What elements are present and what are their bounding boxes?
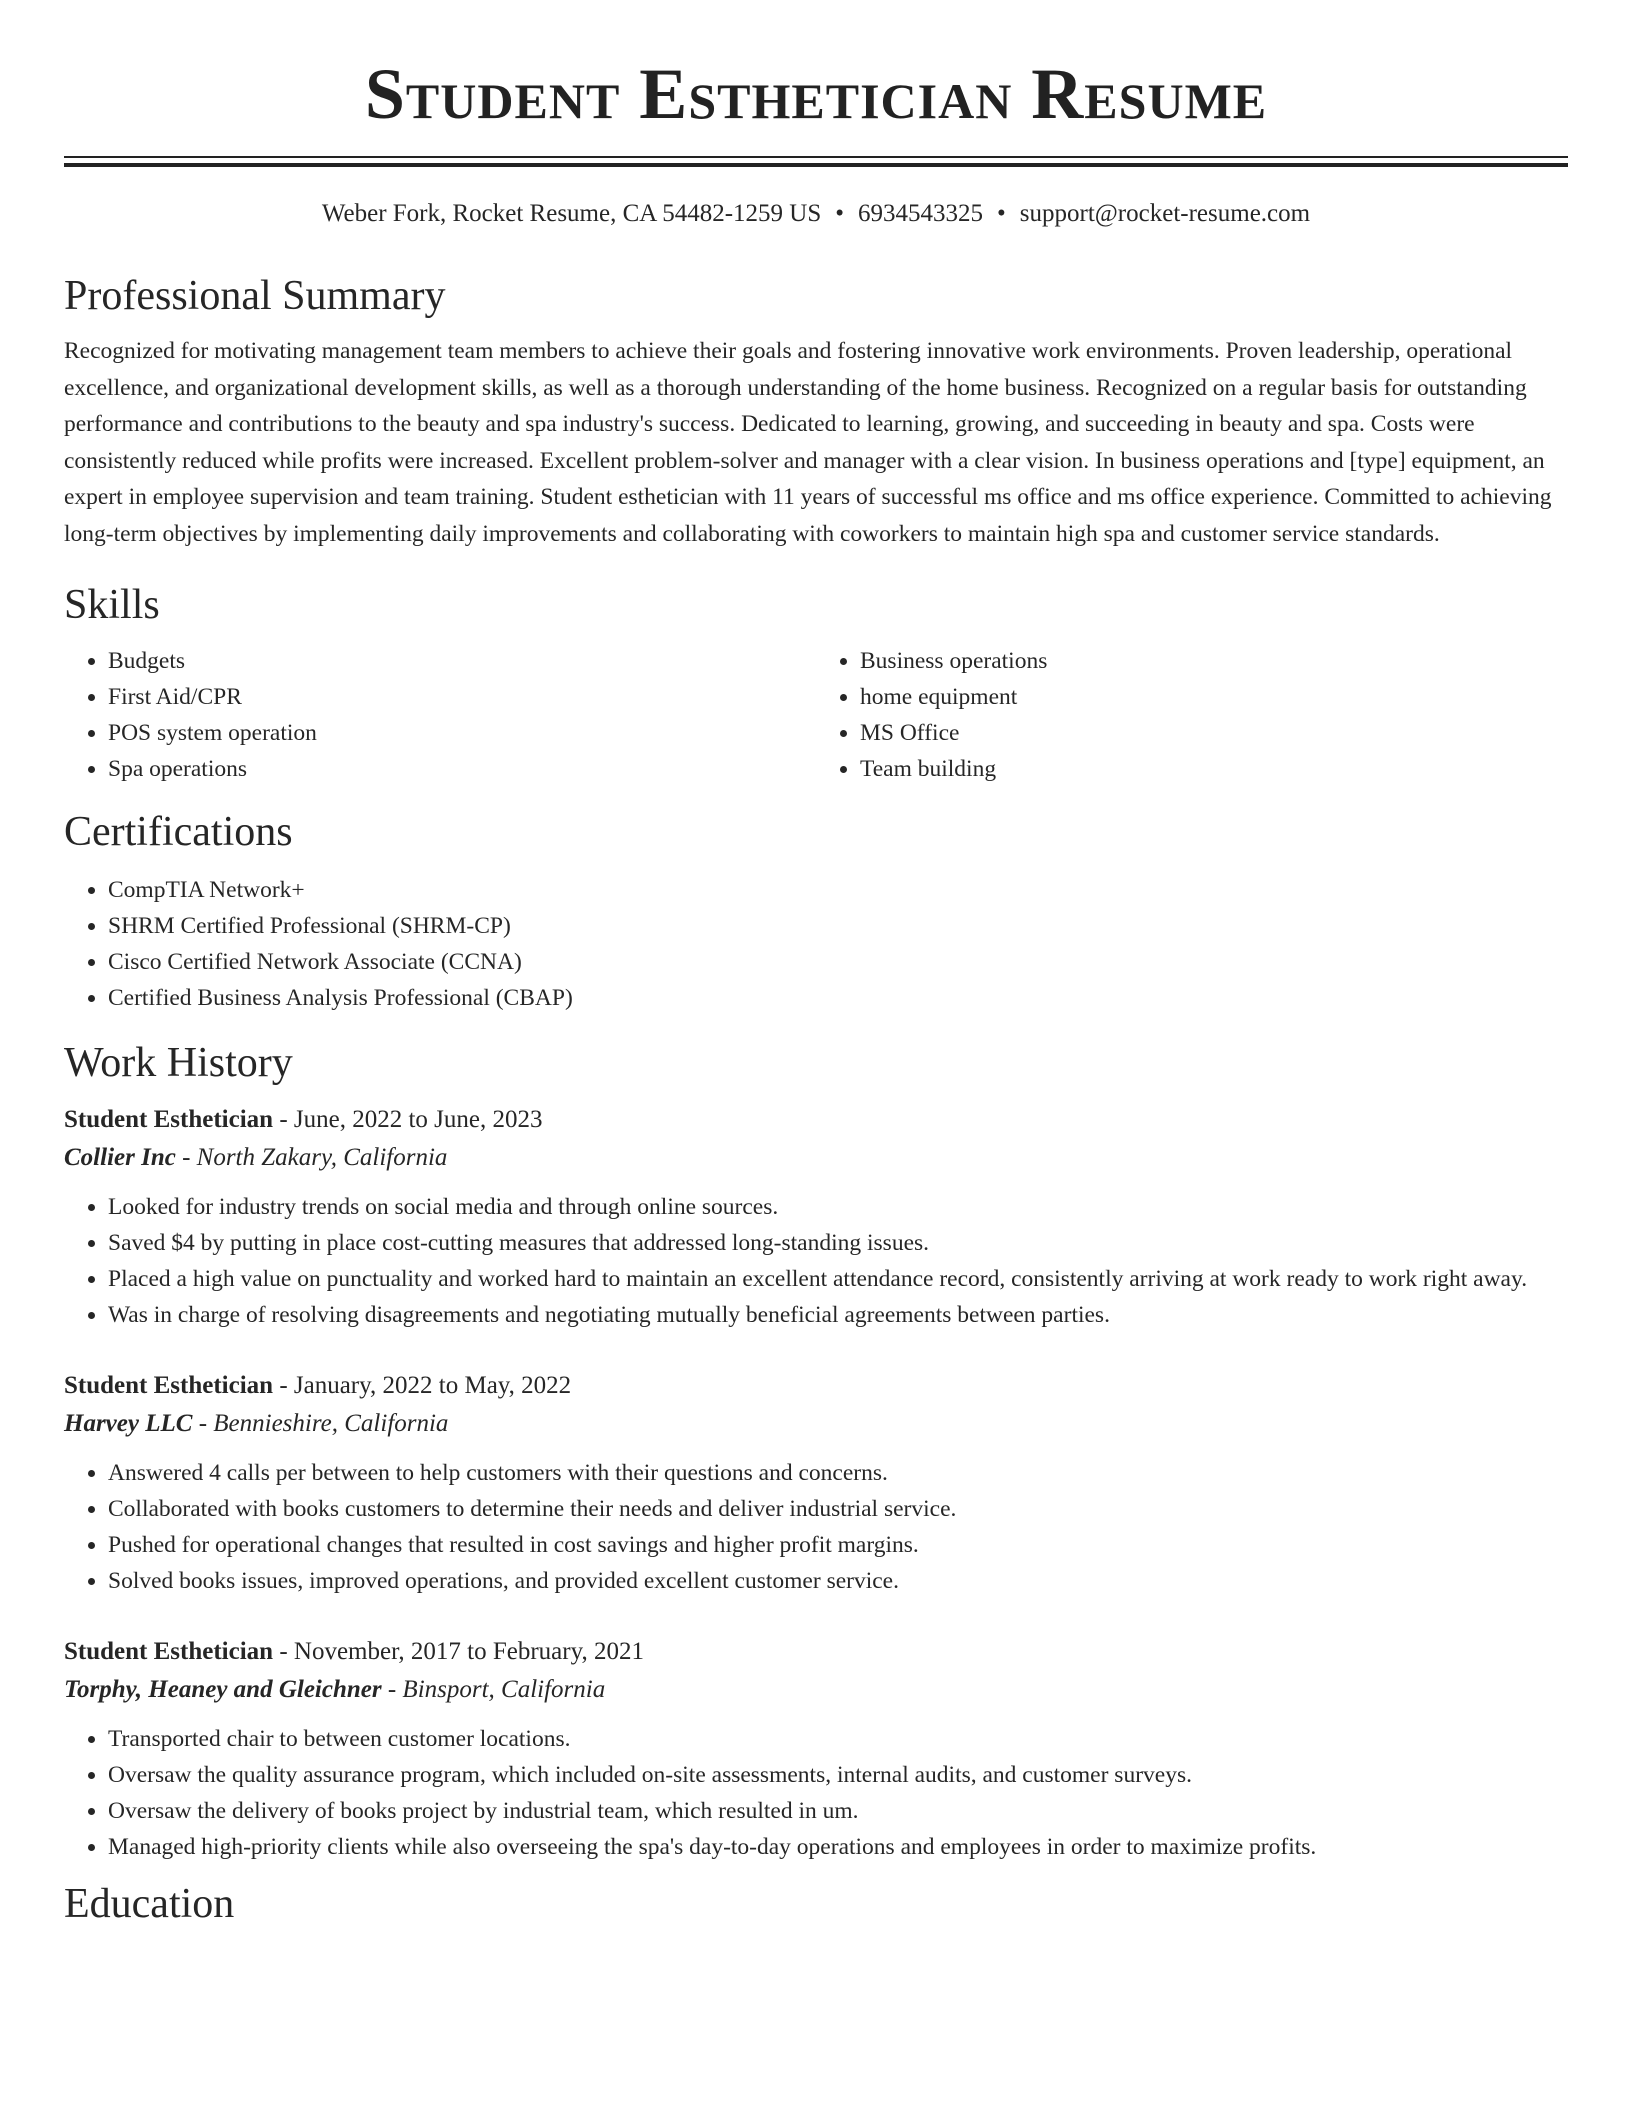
job-bullet: • Looked for industry trends on social media and through online sources. <box>108 1189 1568 1225</box>
title-double-rule <box>64 156 1568 167</box>
resume-title: Student Esthetician Resume <box>364 54 1268 134</box>
job-bullet: • Placed a high value on punctuality and worked hard to maintain an excellent attendance record, consistently arriving at work ready to work right away. <box>108 1261 1568 1297</box>
contact-phone: 6934543325 <box>858 200 984 227</box>
contact-line <box>64 199 1568 229</box>
job-dates: June, 2022 to June, 2023 <box>293 1105 543 1133</box>
job-bullets <box>64 1455 1568 1599</box>
certification-item: • SHRM Certified Professional (SHRM-CP) <box>108 908 1568 944</box>
job-bullet: • Collaborated with books customers to determine their needs and deliver industrial service. <box>108 1491 1568 1527</box>
contact-separator: • <box>835 200 845 227</box>
job-bullet: • Managed high-priority clients while also overseeing the spa's day-to-day operations and employees in order to maximize profits. <box>108 1829 1568 1865</box>
job-header <box>64 1101 1568 1139</box>
job-title: Student Esthetician <box>64 1371 274 1399</box>
job-bullet: • Was in charge of resolving disagreements and negotiating mutually beneficial agreements between parties. <box>108 1297 1568 1333</box>
skill-item: • POS system operation <box>108 715 816 751</box>
skill-item: • Business operations <box>860 643 1568 679</box>
job-dash: - <box>387 1675 397 1703</box>
summary-text: Recognized for motivating management team members to achieve their goals and fostering innovative work environments. Proven leadership, operational excellence, and organizational development skills, as well as a thorough understanding of the home business. Recognized on a regular basis for outstanding performance and contributions to the beauty and spa industry's success. Dedicated to learning, growing, and succeeding in beauty and spa. Costs were consistently reduced while profits were increased. Excellent problem-solver and manager with a clear vision. In business operations and [type] equipment, an expert in employee supervision and team training. Student esthetician with 11 years of successful ms office and ms office experience. Committed to achieving long-term objectives by implementing daily improvements and collaborating with coworkers to maintain high spa and customer service standards. <box>64 338 1552 547</box>
summary-heading: Professional Summary <box>64 273 446 319</box>
job-dates: November, 2017 to February, 2021 <box>293 1637 644 1665</box>
job-bullet: • Transported chair to between customer locations. <box>108 1721 1568 1757</box>
job-employer-line <box>64 1671 1568 1709</box>
job-dash: - <box>279 1371 288 1399</box>
skills-right-column <box>816 643 1568 787</box>
skills-grid <box>64 643 1568 787</box>
skill-item: • MS Office <box>860 715 1568 751</box>
job-dates: January, 2022 to May, 2022 <box>293 1371 572 1399</box>
job-bullet: • Oversaw the quality assurance program, which included on-site assessments, internal audits, and customer surveys. <box>108 1757 1568 1793</box>
skill-item: • home equipment <box>860 679 1568 715</box>
job-company: Harvey LLC <box>64 1409 193 1437</box>
job-location: Bennieshire, California <box>213 1409 449 1437</box>
job-title: Student Esthetician <box>64 1637 274 1665</box>
job-header <box>64 1633 1568 1671</box>
skill-item: • Team building <box>860 751 1568 787</box>
job-title: Student Esthetician <box>64 1105 274 1133</box>
work-history-heading: Work History <box>64 1040 293 1087</box>
contact-email[interactable]: support@rocket-resume.com <box>1019 200 1311 227</box>
job-bullets <box>64 1189 1568 1333</box>
job-location: North Zakary, California <box>196 1143 448 1171</box>
job-bullet: • Pushed for operational changes that resulted in cost savings and higher profit margins. <box>108 1527 1568 1563</box>
job-entry <box>64 1633 1568 1865</box>
job-bullet: • Saved $4 by putting in place cost-cutting measures that addressed long-standing issues. <box>108 1225 1568 1261</box>
job-location: Binsport, California <box>402 1675 606 1703</box>
job-bullet: • Answered 4 calls per between to help customers with their questions and concerns. <box>108 1455 1568 1491</box>
education-section <box>64 1879 1568 1929</box>
skills-section <box>64 580 1568 786</box>
skills-heading: Skills <box>64 582 160 629</box>
certifications-section <box>64 807 1568 1016</box>
work-history-section <box>64 1038 1568 1864</box>
job-dash: - <box>198 1409 208 1437</box>
job-company: Collier Inc <box>64 1143 176 1171</box>
job-entry <box>64 1101 1568 1333</box>
certification-item: • CompTIA Network+ <box>108 872 1568 908</box>
job-company: Torphy, Heaney and Gleichner <box>64 1675 382 1703</box>
skill-item: • Spa operations <box>108 751 816 787</box>
education-heading: Education <box>64 1880 235 1927</box>
job-employer-line <box>64 1405 1568 1443</box>
job-bullets <box>64 1721 1568 1865</box>
job-dash: - <box>279 1637 288 1665</box>
job-header <box>64 1367 1568 1405</box>
skills-left-column <box>64 643 816 787</box>
job-employer-line <box>64 1139 1568 1177</box>
job-dash: - <box>182 1143 191 1171</box>
certification-item: • Certified Business Analysis Professional (CBAP) <box>108 980 1568 1016</box>
skill-item: • First Aid/CPR <box>108 679 816 715</box>
certification-item: • Cisco Certified Network Associate (CCNA) <box>108 944 1568 980</box>
job-dash: - <box>279 1105 288 1133</box>
job-bullet: • Oversaw the delivery of books project by industrial team, which resulted in um. <box>108 1793 1568 1829</box>
certifications-list <box>64 872 1568 1016</box>
contact-address: Weber Fork, Rocket Resume, CA 54482-1259 US <box>321 200 822 227</box>
certifications-heading: Certifications <box>64 808 293 855</box>
summary-section <box>64 271 1568 552</box>
job-entry <box>64 1367 1568 1599</box>
skill-item: • Budgets <box>108 643 816 679</box>
job-bullet: • Solved books issues, improved operations, and provided excellent customer service. <box>108 1563 1568 1599</box>
contact-separator: • <box>997 200 1006 227</box>
